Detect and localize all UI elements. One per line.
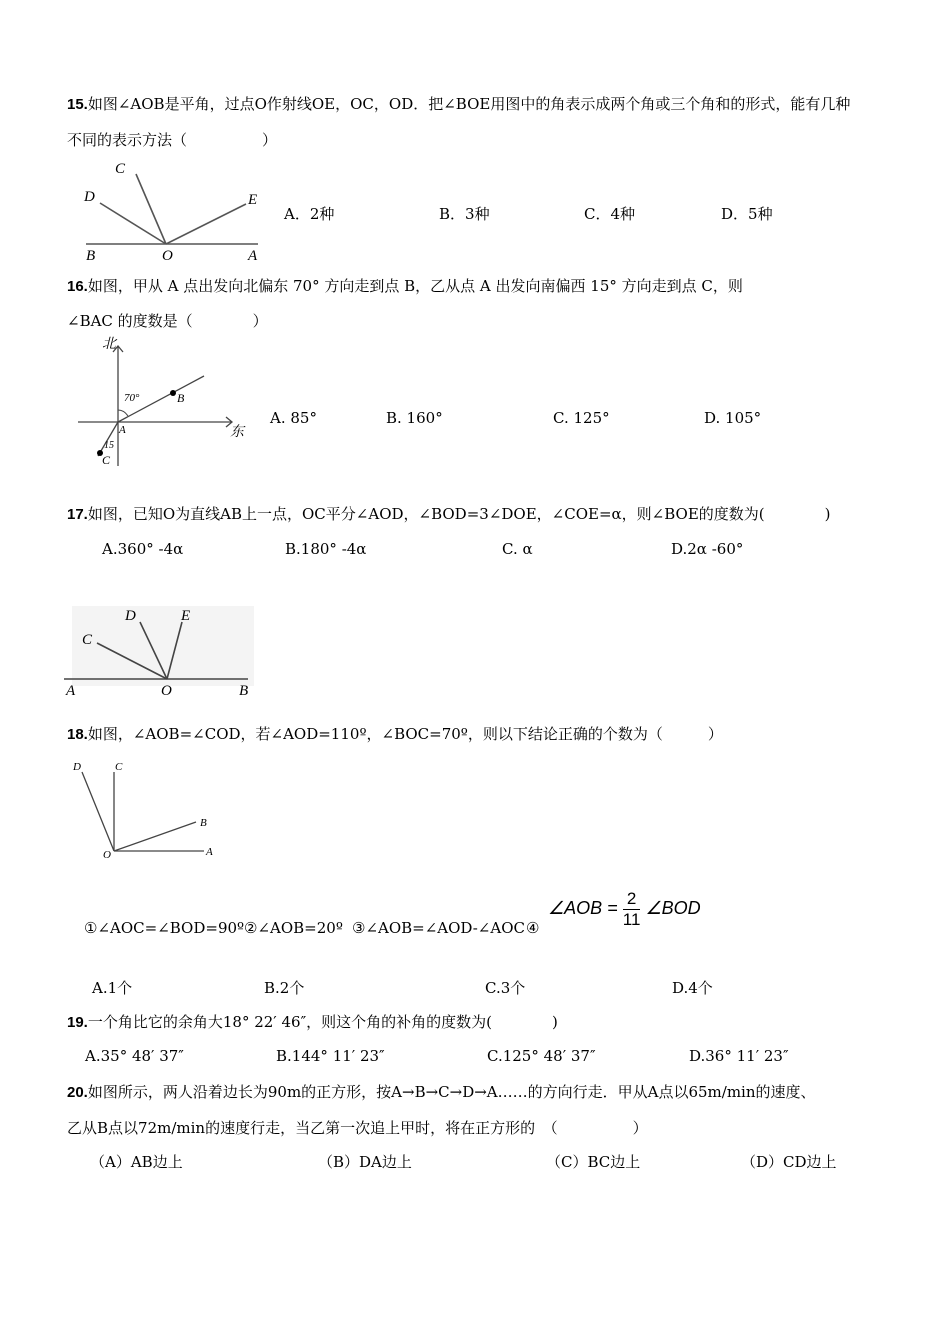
- q16-label-c: C: [102, 453, 111, 467]
- q20-line2: 乙从B点以72m/min的速度行走，当乙第一次追上甲时，将在正方形的 （ ）: [67, 1119, 648, 1137]
- q15-label-c: C: [115, 161, 126, 177]
- q15-label-e: E: [248, 192, 258, 208]
- q18-label-b: B: [200, 817, 207, 829]
- q17-option-c: C. α: [502, 540, 533, 558]
- q16-figure: [72, 336, 252, 472]
- q17-label-b: B: [239, 683, 249, 699]
- q17-label-c: C: [82, 632, 93, 648]
- q19-text: 一个角比它的余角大18° 22′ 46″，则这个角的补角的度数为( ): [87, 1013, 558, 1031]
- q16-label-a: A: [119, 424, 126, 436]
- q18-label-a: A: [206, 846, 213, 858]
- q18-statement-2: ②∠AOB=20º: [244, 919, 343, 937]
- q18-option-d: D.4个: [672, 979, 713, 997]
- q19-option-b: B.144° 11′ 23″: [276, 1047, 385, 1065]
- q17-line1: [67, 504, 830, 525]
- q15-option-c: C．4种: [584, 205, 636, 223]
- q15-line1: [67, 94, 850, 115]
- q16-line2: ∠BAC 的度数是（ ）: [67, 312, 268, 330]
- q15-label-b: B: [86, 248, 96, 262]
- q18-option-a: A.1个: [92, 979, 133, 997]
- q18-statement-4-formula: [548, 889, 701, 930]
- q15-option-b: B．3种: [439, 205, 490, 223]
- q16-option-c: C. 125°: [553, 409, 610, 427]
- q18-number: 18.: [67, 726, 88, 743]
- q19-number: 19.: [67, 1014, 88, 1031]
- q15-label-d: D: [84, 189, 95, 205]
- q16-label-15: 15: [104, 440, 114, 451]
- q18-option-c: C.3个: [485, 979, 526, 997]
- q17-text: 如图，已知O为直线AB上一点，OC平分∠AOD，∠BOD=3∠DOE，∠COE=α，则∠BOE的度数为( ): [87, 505, 831, 523]
- q15-number: 15.: [67, 96, 88, 113]
- q17-number: 17.: [67, 506, 88, 523]
- q15-figure: [78, 156, 268, 262]
- q18-option-b: B.2个: [264, 979, 305, 997]
- q20-option-b: （B）DA边上: [318, 1153, 412, 1171]
- q17-label-a: A: [66, 683, 76, 699]
- q18-formula-fraction: [623, 889, 641, 930]
- q20-line1: [67, 1082, 816, 1103]
- q16-label-b: B: [177, 391, 185, 405]
- q18-formula-right: ∠BOD: [645, 898, 701, 918]
- q18-label-d: D: [73, 761, 81, 773]
- q17-label-d: D: [125, 608, 136, 624]
- q20-number: 20.: [67, 1084, 88, 1101]
- q16-option-b: B. 160°: [386, 409, 443, 427]
- q18-formula-left: ∠AOB =: [548, 898, 618, 918]
- q16-option-a: A. 85°: [270, 409, 317, 427]
- q19-option-c: C.125° 48′ 37″: [487, 1047, 596, 1065]
- q17-option-a: A.360° -4α: [102, 540, 184, 558]
- q16-line1: [67, 276, 743, 297]
- q18-label-c: C: [115, 761, 123, 773]
- q19-line1: [67, 1012, 558, 1033]
- q17-label-e: E: [181, 608, 191, 624]
- q16-label-70: 70°: [124, 392, 140, 404]
- q15-option-a: A．2种: [284, 205, 335, 223]
- q18-formula-numerator: 2: [626, 889, 637, 908]
- q18-figure: [70, 756, 220, 860]
- q17-option-b: B.180° -4α: [285, 540, 367, 558]
- q20-option-c: （C）BC边上: [546, 1153, 641, 1171]
- q18-statement-4-marker: ④: [526, 919, 540, 937]
- q20-text: 如图所示，两人沿着边长为90m的正方形，按A→B→C→D→A……的方向行走．甲从A点以65m/min的速度、: [87, 1083, 816, 1101]
- q20-option-a: （A）AB边上: [90, 1153, 183, 1171]
- q19-option-a: A.35° 48′ 37″: [85, 1047, 184, 1065]
- q16-label-east: 东: [230, 425, 244, 440]
- q19-option-d: D.36° 11′ 23″: [689, 1047, 789, 1065]
- q17-option-d: D.2α -60°: [671, 540, 744, 558]
- q16-text: 如图，甲从 A 点出发向北偏东 70° 方向走到点 B，乙从点 A 出发向南偏西 15° 方向走到点 C，则: [87, 277, 743, 295]
- q16-option-d: D. 105°: [704, 409, 762, 427]
- q15-label-o: O: [162, 248, 173, 262]
- q16-number: 16.: [67, 278, 88, 295]
- q20-option-d: （D）CD边上: [741, 1153, 837, 1171]
- q15-text: 如图∠AOB是平角，过点O作射线OE，OC，OD．把∠BOE用图中的角表示成两个角或三个角和的形式，能有几种: [87, 95, 851, 113]
- q18-formula-denominator: 11: [622, 910, 641, 929]
- q18-statement-1: ①∠AOC=∠BOD=90º: [84, 919, 245, 937]
- q18-line1: [67, 724, 723, 745]
- q18-statement-3: ③∠AOB=∠AOD-∠AOC: [352, 919, 525, 937]
- q15-option-d: D．5种: [721, 205, 773, 223]
- q15-line2: 不同的表示方法（ ）: [67, 131, 278, 149]
- q17-figure: [62, 604, 262, 700]
- q17-label-o: O: [161, 683, 172, 699]
- q18-label-o: O: [103, 849, 111, 860]
- q18-text: 如图，∠AOB=∠COD，若∠AOD=110º，∠BOC=70º，则以下结论正确的个数为（ ）: [87, 725, 723, 743]
- q16-label-north: 北: [102, 337, 116, 352]
- q15-label-a: A: [248, 248, 258, 262]
